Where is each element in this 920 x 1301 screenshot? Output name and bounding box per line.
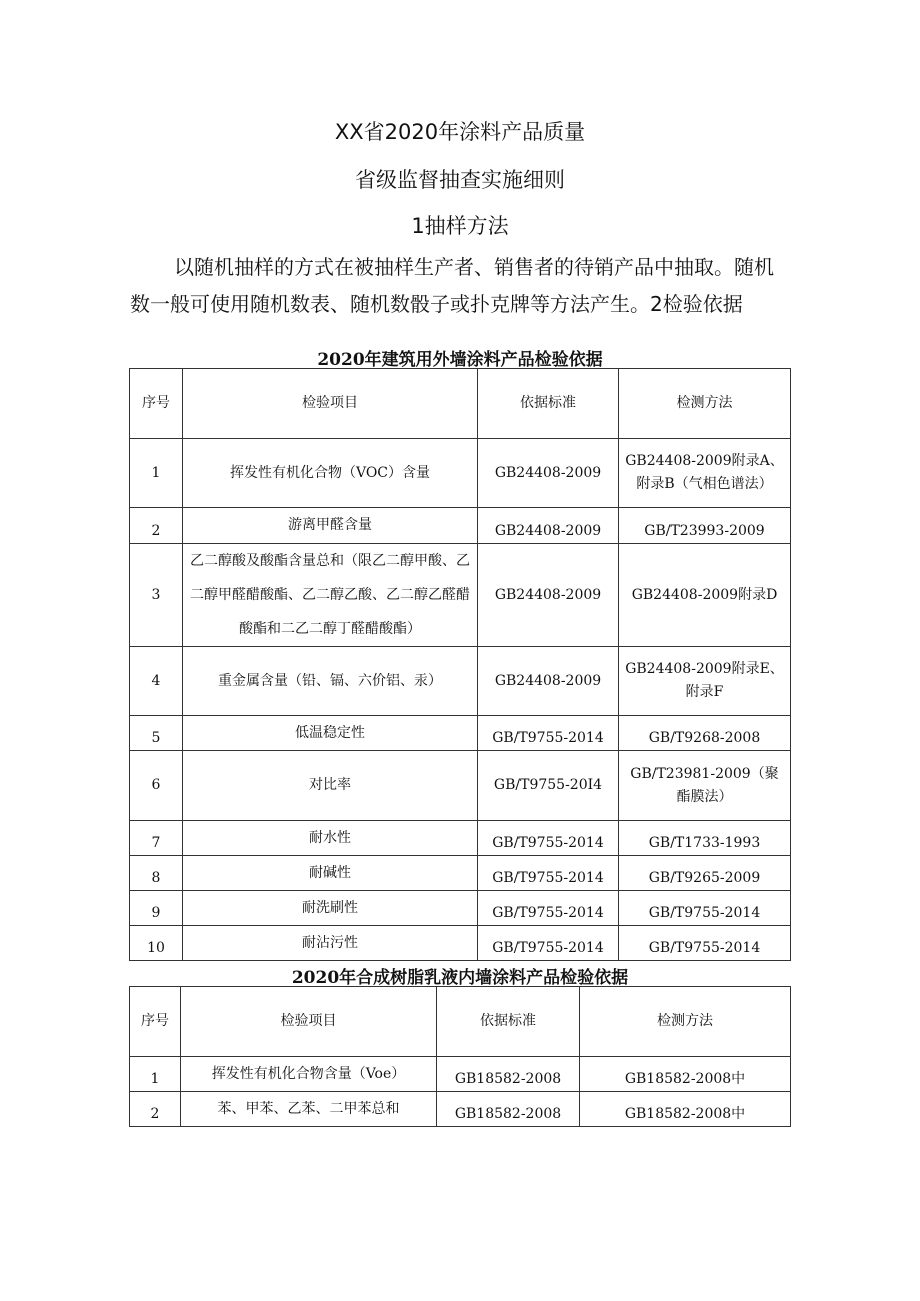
header-standard: 依据标准: [437, 987, 580, 1057]
cell-no: 4: [130, 647, 183, 716]
cell-standard: GB24408-2009: [478, 647, 619, 716]
cell-no: 1: [130, 439, 183, 508]
cell-method: GB/T1733-1993: [619, 821, 791, 856]
cell-item: 乙二醇酸及酸酯含量总和（限乙二醇甲酸、乙二醇甲醛醋酸酯、乙二醇乙酸、乙二醇乙醛醋酸酯和二乙二醇丁醛醋酸酯）: [183, 544, 478, 647]
cell-item: 耐碱性: [183, 856, 478, 891]
table-row: [130, 647, 791, 716]
cell-no: 8: [130, 856, 183, 891]
cell-method: GB/T9755-2014: [619, 891, 791, 926]
header-method: 检测方法: [580, 987, 791, 1057]
cell-method: GB/T9755-2014: [619, 926, 791, 961]
cell-no: 9: [130, 891, 183, 926]
document-title-line-2: 省级监督抽查实施细则: [355, 168, 565, 192]
cell-item: 挥发性有机化合物（VOC）含量: [183, 439, 478, 508]
table-row: [130, 751, 791, 821]
table-1: [129, 368, 791, 961]
cell-method: GB18582-2008中: [580, 1057, 791, 1092]
table-1-header-row: [130, 369, 791, 439]
table-row: [130, 891, 791, 926]
cell-standard: GB18582-2008: [437, 1092, 580, 1127]
cell-item: 耐洗刷性: [183, 891, 478, 926]
header-item: 检验项目: [181, 987, 437, 1057]
section-1-paragraph-line-1: 以随机抽样的方式在被抽样生产者、销售者的待销产品中抽取。随机: [174, 255, 774, 279]
table-row: [130, 926, 791, 961]
cell-item: 低温稳定性: [183, 716, 478, 751]
cell-standard: GB24408-2009: [478, 544, 619, 647]
cell-method: GB24408-2009附录A、附录B（气相色谱法）: [619, 439, 791, 508]
table-1-caption: 2020年建筑用外墙涂料产品检验依据: [317, 350, 603, 370]
document-title-line-1: XX省2020年涂料产品质量: [334, 120, 586, 144]
cell-no: 1: [130, 1057, 181, 1092]
cell-item: 耐水性: [183, 821, 478, 856]
header-item: 检验项目: [183, 369, 478, 439]
cell-method: GB/T23993-2009: [619, 508, 791, 544]
cell-item: 苯、甲苯、乙苯、二甲苯总和: [181, 1092, 437, 1127]
cell-standard: GB/T9755-2014: [478, 926, 619, 961]
cell-standard: GB/T9755-2014: [478, 821, 619, 856]
table-row: [130, 439, 791, 508]
cell-no: 3: [130, 544, 183, 647]
cell-standard: GB/T9755-2014: [478, 716, 619, 751]
table-row: [130, 508, 791, 544]
cell-standard: GB24408-2009: [478, 439, 619, 508]
header-no: 序号: [130, 987, 181, 1057]
cell-no: 7: [130, 821, 183, 856]
table-row: [130, 716, 791, 751]
header-standard: 依据标准: [478, 369, 619, 439]
cell-standard: GB24408-2009: [478, 508, 619, 544]
cell-item: 重金属含量（铅、镉、六价铝、汞）: [183, 647, 478, 716]
cell-standard: GB/T9755-2014: [478, 856, 619, 891]
cell-method: GB/T9265-2009: [619, 856, 791, 891]
cell-item: 游离甲醛含量: [183, 508, 478, 544]
cell-standard: GB/T9755-2014: [478, 891, 619, 926]
cell-no: 2: [130, 508, 183, 544]
cell-method: GB24408-2009附录E、附录F: [619, 647, 791, 716]
cell-method: GB/T9268-2008: [619, 716, 791, 751]
cell-no: 10: [130, 926, 183, 961]
cell-standard: GB/T9755-20I4: [478, 751, 619, 821]
table-2-caption: 2020年合成树脂乳液内墙涂料产品检验依据: [291, 968, 629, 988]
cell-method: GB18582-2008中: [580, 1092, 791, 1127]
section-1-heading: 1抽样方法: [411, 214, 509, 238]
cell-method: GB24408-2009附录D: [619, 544, 791, 647]
cell-standard: GB18582-2008: [437, 1057, 580, 1092]
cell-item: 对比率: [183, 751, 478, 821]
header-method: 检测方法: [619, 369, 791, 439]
table-2-header-row: [130, 987, 791, 1057]
cell-item: 耐沾污性: [183, 926, 478, 961]
header-no: 序号: [130, 369, 183, 439]
section-1-paragraph-line-2: 数一般可使用随机数表、随机数骰子或扑克牌等方法产生。2检验依据: [130, 292, 743, 316]
cell-no: 6: [130, 751, 183, 821]
table-row: [130, 1057, 791, 1092]
table-2: [129, 986, 791, 1127]
table-row: [130, 1092, 791, 1127]
table-row: [130, 544, 791, 647]
cell-item: 挥发性有机化合物含量（Voe）: [181, 1057, 437, 1092]
table-row: [130, 821, 791, 856]
cell-no: 5: [130, 716, 183, 751]
cell-no: 2: [130, 1092, 181, 1127]
table-row: [130, 856, 791, 891]
cell-method: GB/T23981-2009（聚酯膜法）: [619, 751, 791, 821]
